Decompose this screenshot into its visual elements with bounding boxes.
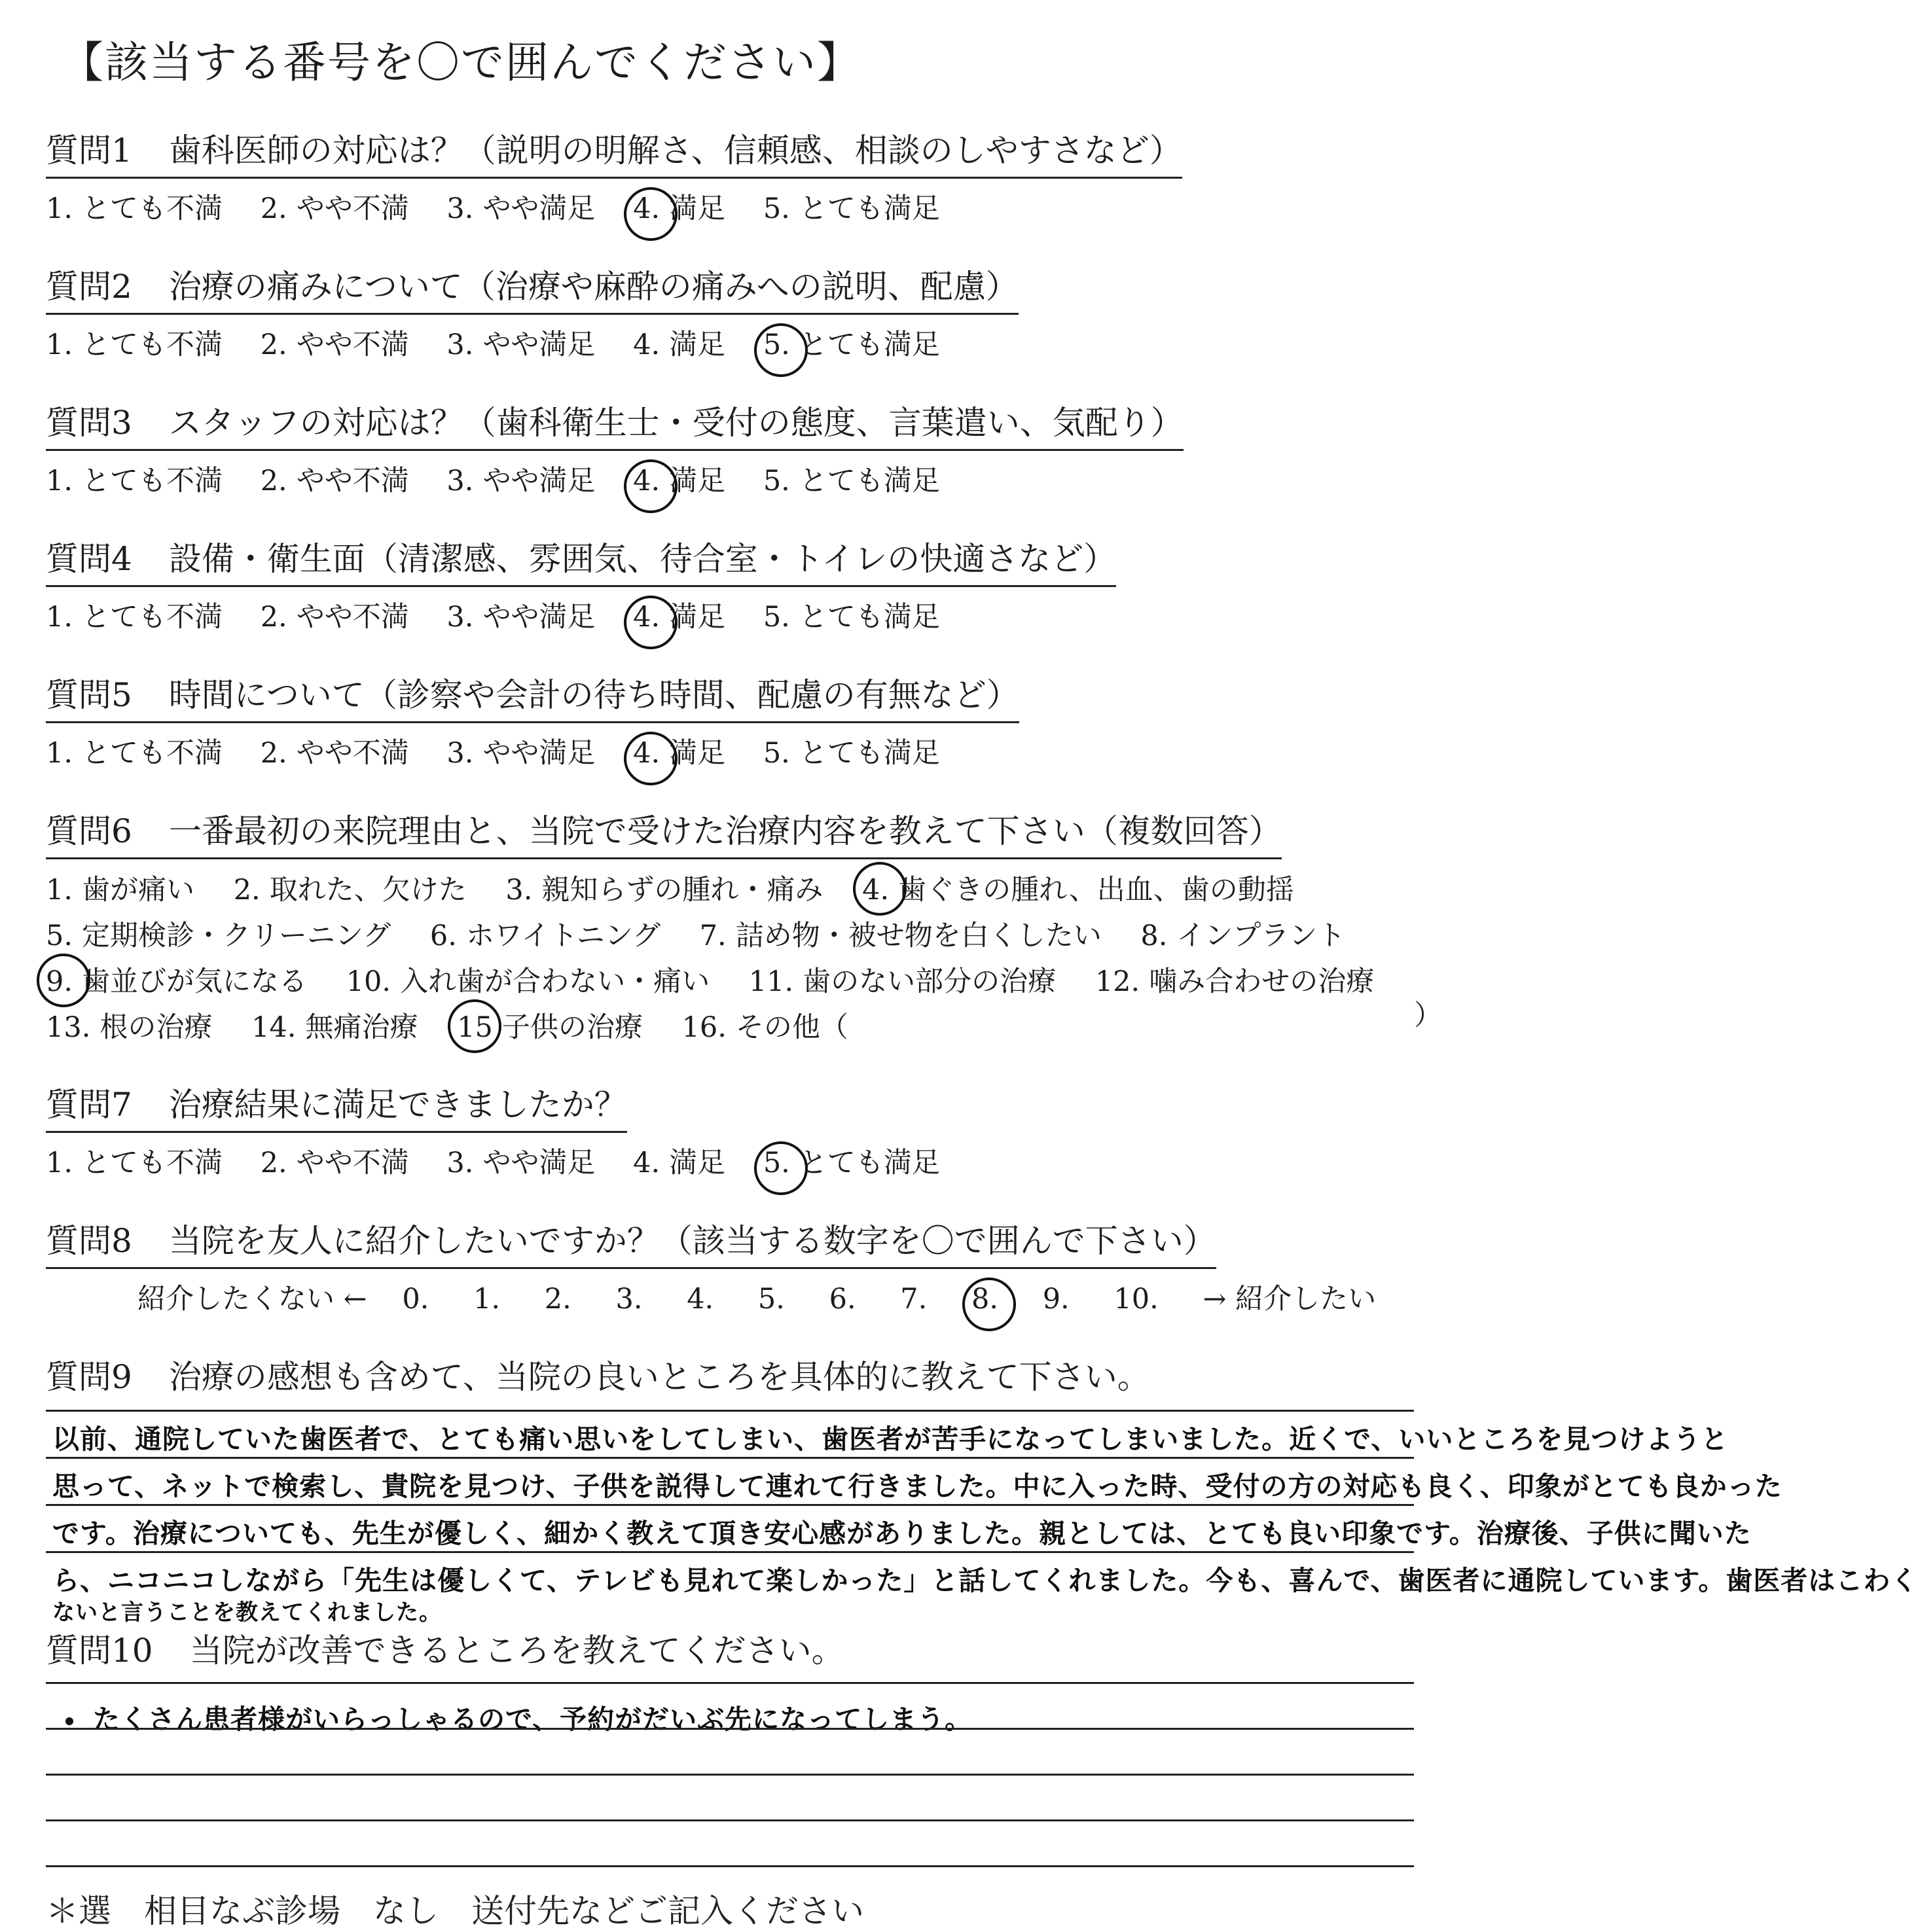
option-1[interactable]: 1. とても不満	[46, 329, 223, 361]
q10-answer-line-1[interactable]: たくさん患者様がいらっしゃるので、予約がだいぶ先になってしまう。	[65, 1698, 972, 1736]
option-4[interactable]: 4. 満足	[633, 1147, 726, 1179]
answer-rule	[46, 1819, 1414, 1821]
question-9-heading	[46, 1351, 1150, 1403]
question-text: 歯科医師の対応は？（説明の明解さ、信頼感、相談のしやすさなど）	[168, 132, 1182, 170]
option-3[interactable]: 3. やや満足	[446, 1147, 596, 1179]
question-2-options	[46, 323, 1453, 363]
question-number: 質問7	[46, 1086, 132, 1124]
option-13[interactable]: 13. 根の治療	[46, 1011, 213, 1044]
question-2-heading	[46, 260, 1019, 315]
option-12[interactable]: 12. 噛み合わせの治療	[1095, 965, 1375, 998]
question-number: 質問8	[46, 1222, 132, 1260]
answer-rule	[46, 1682, 1414, 1684]
option-3[interactable]: 3. やや満足	[446, 329, 596, 361]
question-7-options	[46, 1141, 1453, 1181]
scale-1[interactable]: 1.	[473, 1283, 501, 1315]
scale-label-high: → 紹介したい	[1203, 1283, 1377, 1315]
option-4-selected[interactable]: 4. 歯ぐきの腫れ、出血、歯の動揺	[862, 867, 1294, 913]
question-3-options	[46, 459, 1453, 499]
question-number: 質問6	[46, 812, 132, 850]
bullet-icon	[65, 1717, 73, 1725]
answer-rule	[46, 1728, 1414, 1730]
option-3[interactable]: 3. やや満足	[446, 737, 596, 770]
option-5-selected[interactable]: 5. とても満足	[763, 329, 940, 361]
q9-answer-line-3[interactable]: です。治療についても、先生が優しく、細かく教えて頂き安心感がありました。親としては、とても良い印象です。治療後、子供に聞いた	[52, 1518, 1752, 1549]
scale-9[interactable]: 9.	[1042, 1283, 1070, 1315]
option-1[interactable]: 1. とても不満	[46, 601, 223, 634]
option-1[interactable]: 1. 歯が痛い	[46, 874, 195, 906]
option-3[interactable]: 3. やや満足	[446, 601, 596, 634]
question-9	[46, 1351, 1453, 1403]
answer-rule	[46, 1410, 1414, 1412]
q9-answer-line-1[interactable]: 以前、通院していた歯医者で、とても痛い思いをしてしまい、歯医者が苦手になってしまいました。近くで、いいところを見つけようと	[52, 1423, 1729, 1455]
q9-answer-line-5[interactable]: ないと言うことを教えてくれました。	[52, 1600, 442, 1626]
question-5-heading	[46, 669, 1019, 723]
question-4-heading	[46, 533, 1116, 587]
question-4	[46, 533, 1453, 635]
option-1[interactable]: 1. とても不満	[46, 737, 223, 770]
option-5[interactable]: 5. 定期検診・クリーニング	[46, 920, 391, 952]
option-4-selected[interactable]: 4. 満足	[633, 737, 726, 770]
question-number: 質問5	[46, 676, 132, 714]
option-5-selected[interactable]: 5. とても満足	[763, 1147, 940, 1179]
option-2[interactable]: 2. やや不満	[260, 329, 409, 361]
question-8-heading	[46, 1215, 1216, 1269]
option-2[interactable]: 2. 取れた、欠けた	[233, 874, 467, 906]
scale-8-selected[interactable]: 8.	[971, 1283, 999, 1315]
question-number: 質問2	[46, 268, 132, 306]
q9-answer-line-2[interactable]: 思って、ネットで検索し、貴院を見つけ、子供を説得して連れて行きました。中に入った時、受付の方の対応も良く、印象がとても良かった	[52, 1471, 1782, 1502]
question-text: 当院が改善できるところを教えてください。	[189, 1632, 844, 1670]
page-title: 【該当する番号を〇で囲んでください】	[60, 37, 861, 88]
option-5[interactable]: 5. とても満足	[763, 601, 940, 634]
option-2[interactable]: 2. やや不満	[260, 465, 409, 497]
scale-0[interactable]: 0.	[402, 1283, 429, 1315]
question-8-scale	[137, 1277, 1453, 1317]
question-number: 質問9	[46, 1358, 132, 1396]
option-4-selected[interactable]: 4. 満足	[633, 601, 726, 634]
q9-answer-line-4[interactable]: ら、ニコニコしながら「先生は優しくて、テレビも見れて楽しかった」と話してくれました。今も、喜んで、歯医者に通院しています。歯医者はこわく	[52, 1565, 1918, 1596]
answer-rule	[46, 1457, 1414, 1459]
option-6[interactable]: 6. ホワイトニング	[429, 920, 661, 952]
footer-text: ＊選 相目なぶ診場 なし 送付先などご記入ください	[46, 1892, 864, 1930]
question-7	[46, 1079, 1453, 1181]
scale-label-low: 紹介したくない ←	[137, 1283, 367, 1315]
question-10-heading	[46, 1624, 844, 1677]
question-1-options	[46, 187, 1453, 226]
answer-rule	[46, 1774, 1414, 1776]
question-8	[46, 1215, 1453, 1317]
scale-10[interactable]: 10.	[1113, 1283, 1159, 1315]
question-number: 質問1	[46, 132, 132, 170]
scale-3[interactable]: 3.	[615, 1283, 643, 1315]
question-text: スタッフの対応は？（歯科衛生士・受付の態度、言葉遣い、気配り）	[168, 404, 1184, 442]
question-text: 設備・衛生面（清潔感、雰囲気、待合室・トイレの快適さなど）	[168, 540, 1117, 578]
option-8[interactable]: 8. インプラント	[1140, 920, 1346, 952]
scale-2[interactable]: 2.	[544, 1283, 571, 1315]
option-4-selected[interactable]: 4. 満足	[633, 192, 726, 225]
option-14[interactable]: 14. 無痛治療	[251, 1011, 418, 1044]
option-5[interactable]: 5. とても満足	[763, 737, 940, 770]
question-3-heading	[46, 397, 1184, 451]
option-9-selected[interactable]: 9. 歯並びが気になる	[46, 959, 307, 1005]
option-16[interactable]: 16. その他（	[681, 1011, 848, 1044]
question-10	[46, 1624, 1453, 1677]
question-4-options	[46, 595, 1453, 635]
option-3[interactable]: 3. やや満足	[446, 192, 596, 225]
option-10[interactable]: 10. 入れ歯が合わない・痛い	[346, 965, 710, 998]
scale-5[interactable]: 5.	[757, 1283, 785, 1315]
question-number: 質問3	[46, 404, 132, 442]
option-3[interactable]: 3. やや満足	[446, 465, 596, 497]
scale-4[interactable]: 4.	[687, 1283, 714, 1315]
question-7-heading	[46, 1079, 627, 1133]
question-text: 時間について（診察や会計の待ち時間、配慮の有無など）	[168, 676, 1019, 714]
option-5[interactable]: 5. とても満足	[763, 465, 940, 497]
question-text: 当院を友人に紹介したいですか？（該当する数字を〇で囲んで下さい）	[168, 1222, 1216, 1260]
option-7[interactable]: 7. 詰め物・被せ物を白くしたい	[699, 920, 1102, 952]
option-4-selected[interactable]: 4. 満足	[633, 465, 726, 497]
question-6-heading	[46, 805, 1282, 859]
question-1-heading	[46, 124, 1182, 179]
question-number: 質問10	[46, 1632, 153, 1670]
question-3	[46, 397, 1453, 499]
question-1	[46, 124, 1453, 226]
question-text: 一番最初の来院理由と、当院で受けた治療内容を教えて下さい（複数回答）	[168, 812, 1282, 850]
question-6	[46, 805, 1453, 1050]
option-2[interactable]: 2. やや不満	[260, 601, 409, 634]
answer-rule	[46, 1551, 1414, 1553]
question-text: 治療の感想も含めて、当院の良いところを具体的に教えて下さい。	[168, 1358, 1150, 1396]
option-5[interactable]: 5. とても満足	[763, 192, 940, 225]
question-5-options	[46, 731, 1453, 771]
option-11[interactable]: 11. 歯のない部分の治療	[748, 965, 1057, 998]
option-1[interactable]: 1. とても不満	[46, 1147, 223, 1179]
option-2[interactable]: 2. やや不満	[260, 192, 409, 225]
question-2	[46, 260, 1453, 363]
option-3[interactable]: 3. 親知らずの腫れ・痛み	[505, 874, 823, 906]
question-6-options	[46, 867, 1453, 1050]
option-1[interactable]: 1. とても不満	[46, 465, 223, 497]
option-2[interactable]: 2. やや不満	[260, 737, 409, 770]
option-15-selected[interactable]: 15 子供の治療	[457, 1005, 643, 1050]
question-text: 治療結果に満足できましたか？	[168, 1086, 627, 1124]
option-4[interactable]: 4. 満足	[633, 329, 726, 361]
option-2[interactable]: 2. やや不満	[260, 1147, 409, 1179]
option-16-close-paren: ）	[1414, 999, 1442, 1032]
option-1[interactable]: 1. とても不満	[46, 192, 223, 225]
question-5	[46, 669, 1453, 771]
scale-7[interactable]: 7.	[900, 1283, 928, 1315]
answer-rule	[46, 1865, 1414, 1867]
question-number: 質問4	[46, 540, 132, 578]
question-text: 治療の痛みについて（治療や麻酔の痛みへの説明、配慮）	[168, 268, 1019, 306]
answer-rule	[46, 1504, 1414, 1506]
scale-6[interactable]: 6.	[829, 1283, 856, 1315]
